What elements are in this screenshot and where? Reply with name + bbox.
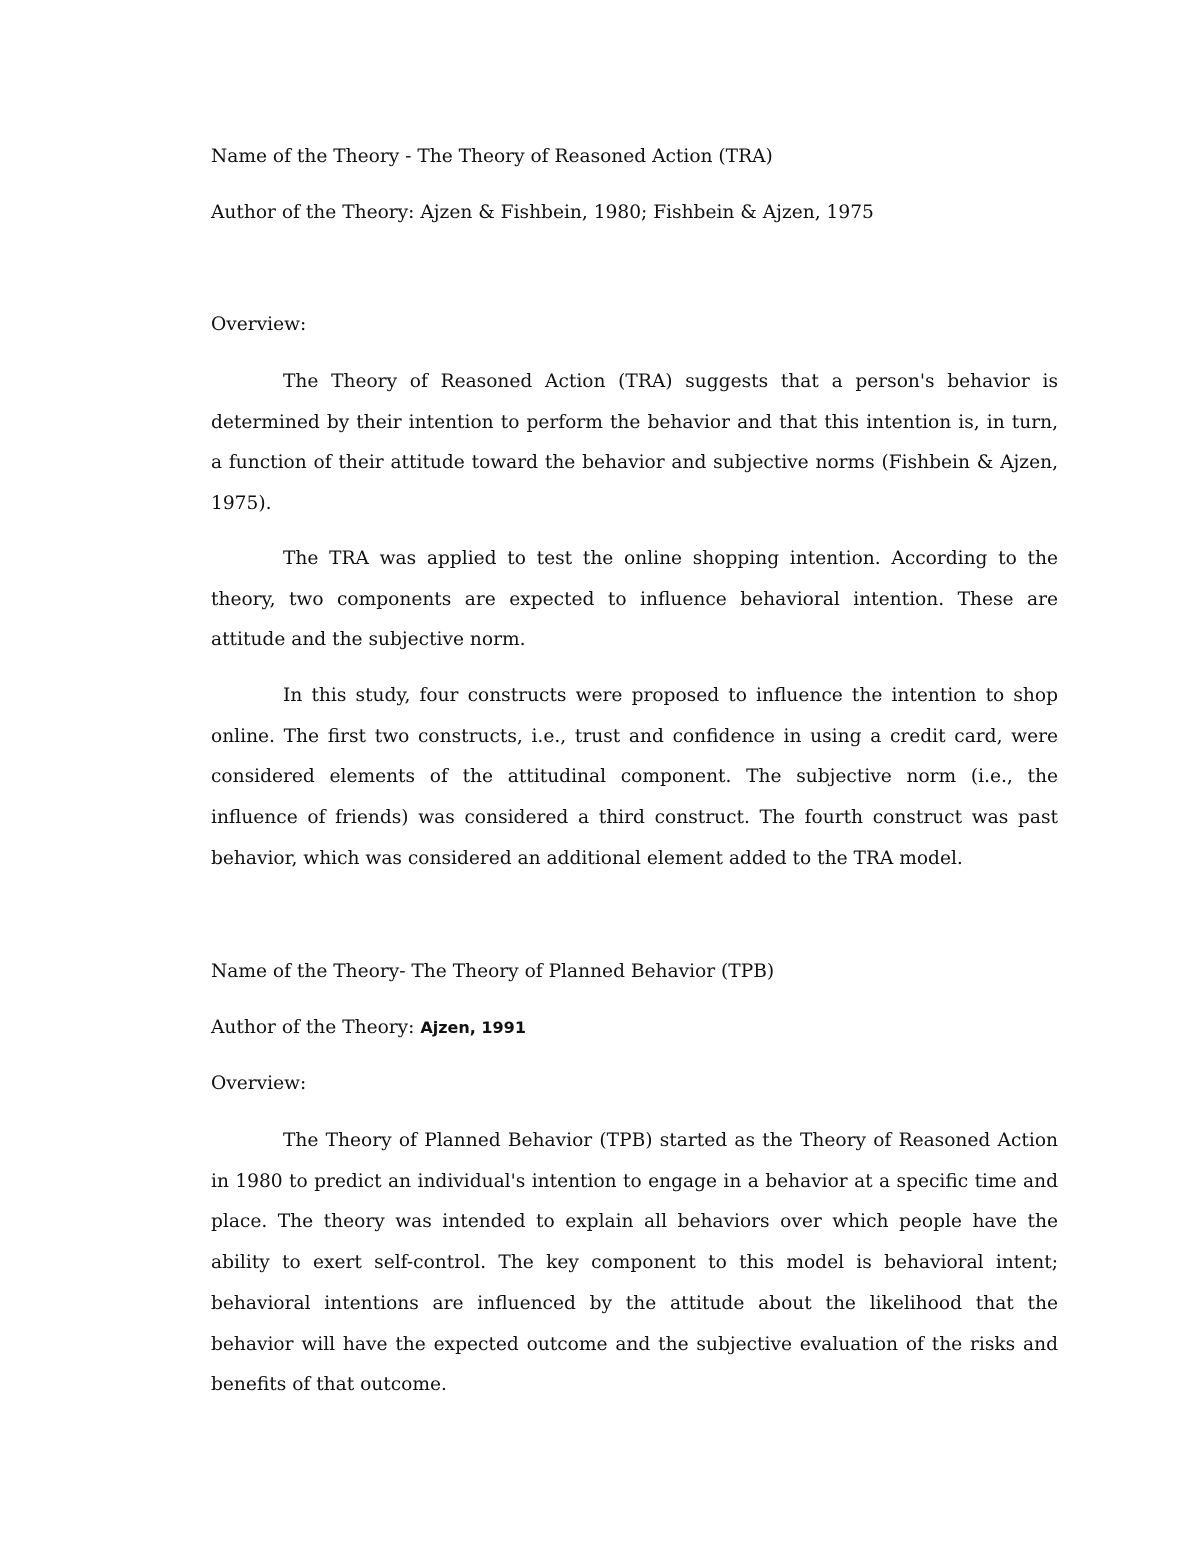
tra-paragraph-3: In this study, four constructs were proposed to influence the intention to shop online. The first two constructs, i.e., trust and confidence in using a credit card, were considered elements of the attitudinal component. The subjective norm (i.e., the influence of friends) was considered a third construct. The fourth construct was past behavior, which was considered an additional element added to the TRA model. <box>211 685 1058 869</box>
tpb-paragraph-1: The Theory of Planned Behavior (TPB) started as the Theory of Reasoned Action in 1980 to predict an individual's intention to engage in a behavior at a specific time and place. The theory was intended to explain all behaviors over which people have the ability to exert self-control. The key component to this model is behavioral intent; behavioral intentions are influenced by the attitude about the likelihood that the behavior will have the expected outcome and the subjective evaluation of the risks and benefits of that outcome. <box>211 1130 1058 1396</box>
tra-author-label: Author of the Theory: <box>211 202 421 223</box>
tra-overview-heading: Overview: <box>211 314 307 335</box>
tpb-theory-name: Name of the Theory- The Theory of Planned Behavior (TPB) <box>211 961 775 982</box>
tra-theory-name: Name of the Theory - The Theory of Reasoned Action (TRA) <box>211 146 773 167</box>
tpb-author-value: Ajzen, 1991 <box>420 1018 526 1037</box>
tra-paragraph-1: The Theory of Reasoned Action (TRA) suggests that a person's behavior is determined by their intention to perform the behavior and that this intention is, in turn, a function of their attitude toward the behavior and subjective norms (Fishbein & Ajzen, 1975). <box>211 371 1058 515</box>
tpb-overview-heading: Overview: <box>211 1073 307 1094</box>
tpb-author-line <box>211 1016 526 1040</box>
tra-author-value: Ajzen & Fishbein, 1980; Fishbein & Ajzen, 1975 <box>420 202 874 223</box>
tra-paragraph-2: The TRA was applied to test the online shopping intention. According to the theory, two components are expected to influence behavioral intention. These are attitude and the subjective norm. <box>211 548 1058 651</box>
tra-author-line <box>211 201 874 225</box>
tpb-author-label: Author of the Theory: <box>211 1017 421 1038</box>
